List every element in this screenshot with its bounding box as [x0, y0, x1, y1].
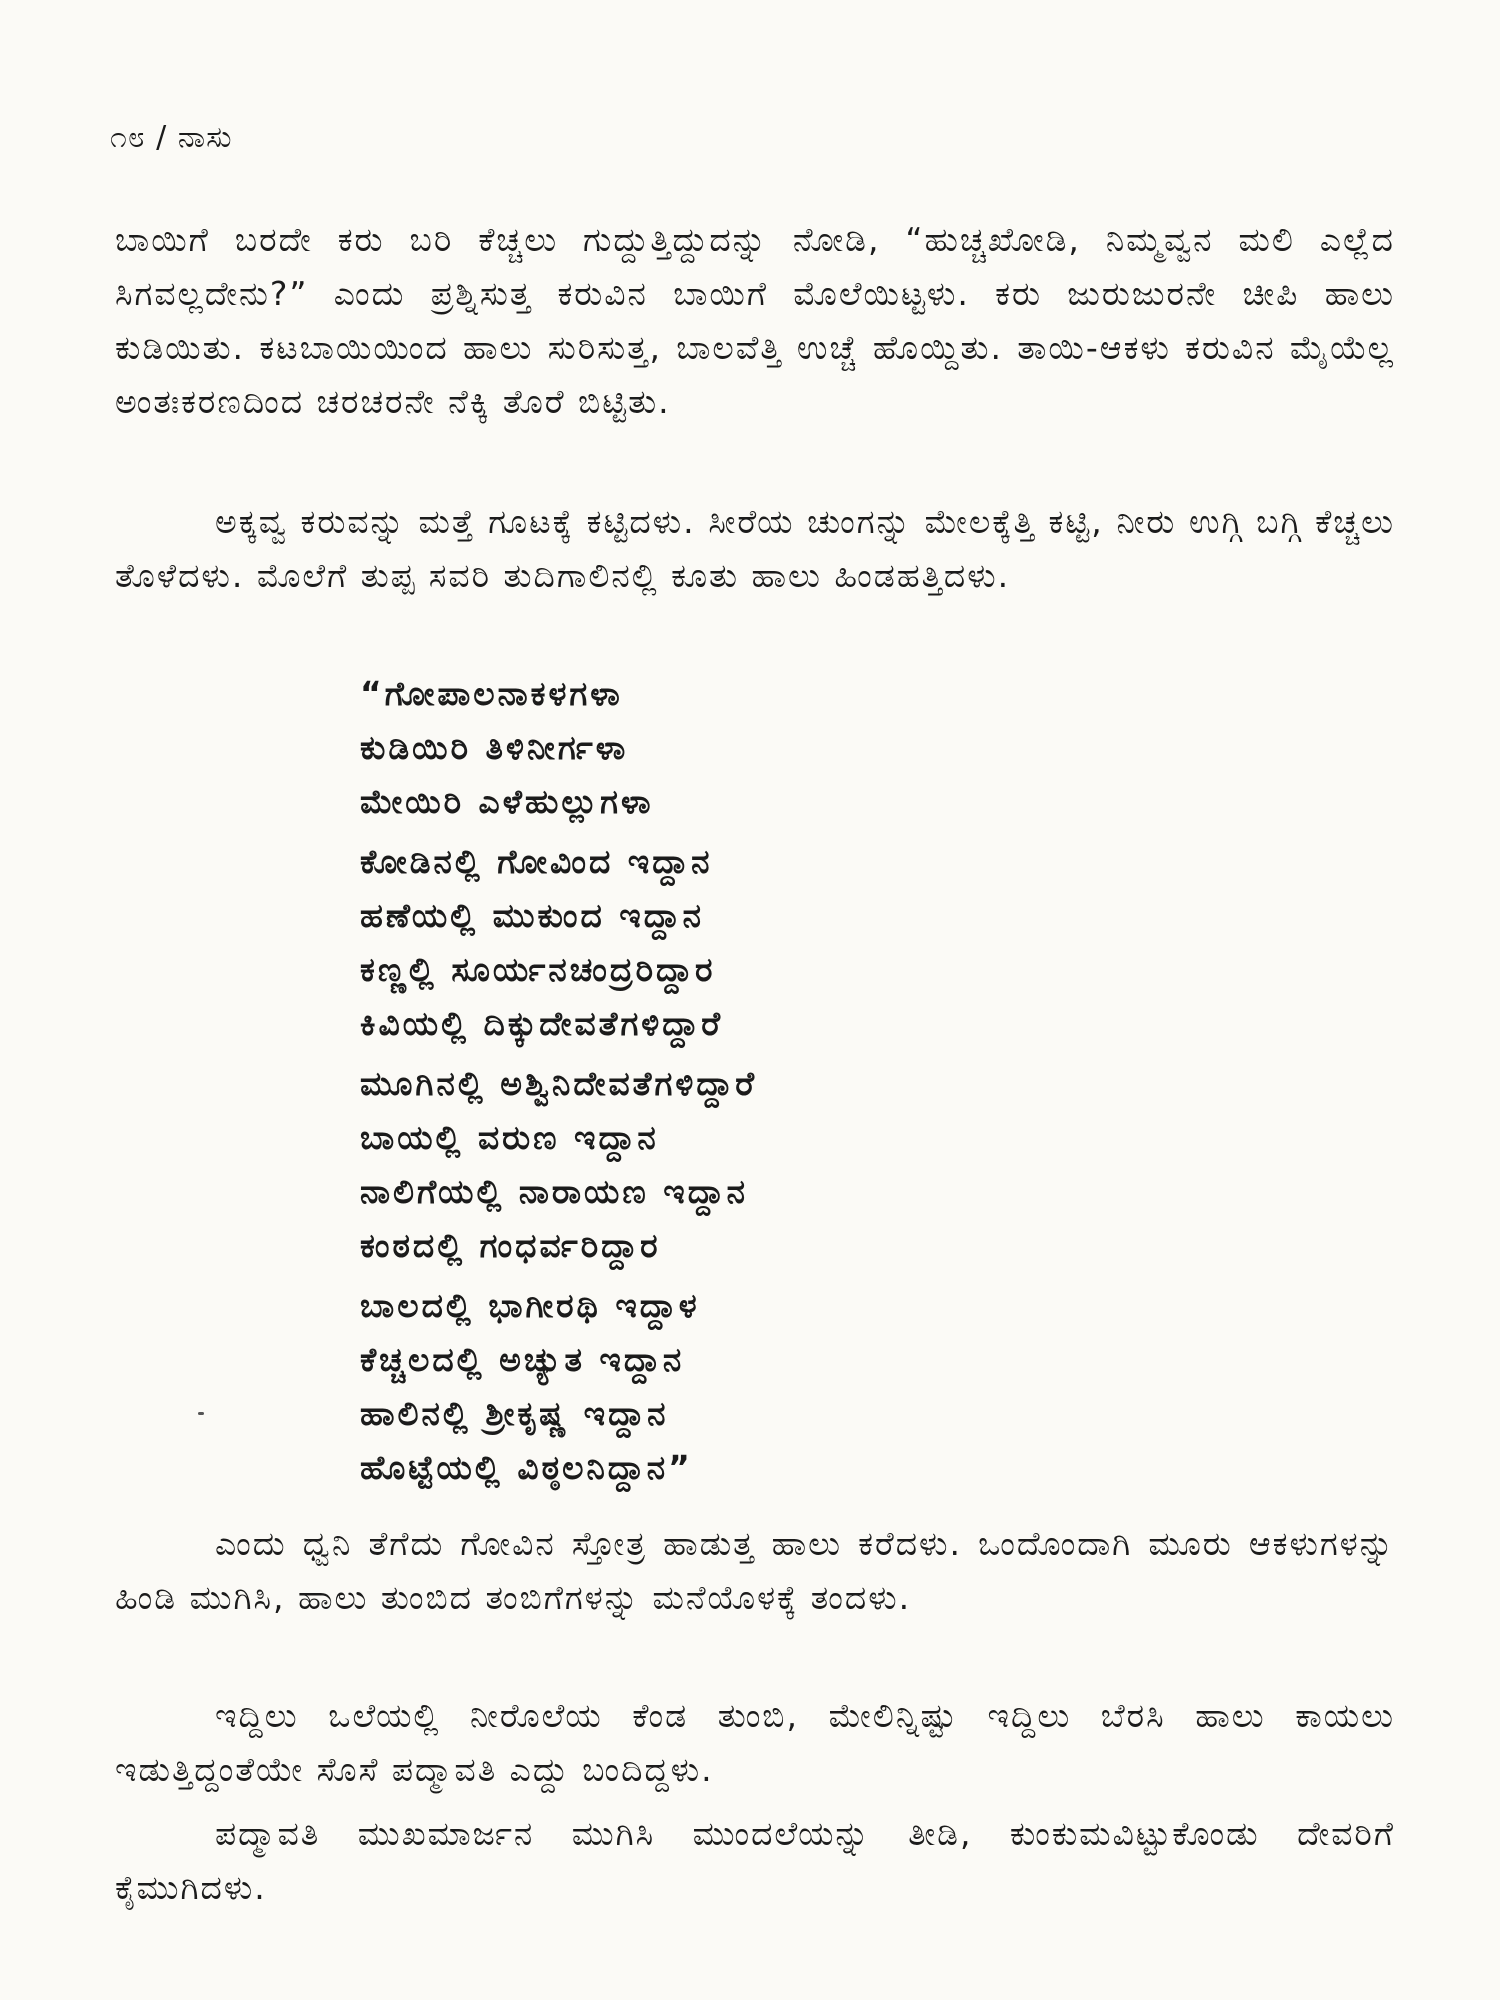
- poem-line: ಹೊಟ್ಟೆಯಲ್ಲಿ ವಿಠ್ಠಲನಿದ್ದಾನ”: [360, 1448, 693, 1487]
- poem-line: ಮೂಗಿನಲ್ಲಿ ಅಶ್ವಿನಿದೇವತೆಗಳಿದ್ದಾರೆ: [360, 1064, 758, 1103]
- paragraph-boiling-milk: ಇದ್ದಿಲು ಒಲೆಯಲ್ಲಿ ನೀರೊಲೆಯ ಕೆಂಡ ತುಂಬಿ, ಮೇಲಿನ್ನಿಷ್ಟು ಇದ್ದಿಲು ಬೆರಸಿ ಹಾಲು ಕಾಯಲು ಇಡುತ್ತಿದ್ದಂತೆಯೇ ಸೊಸೆ ಪದ್ಮಾವತಿ ಎದ್ದು ಬಂದಿದ್ದಳು.: [115, 1696, 1395, 1789]
- paragraph-padmavati-prayer: ಪದ್ಮಾವತಿ ಮುಖಮಾರ್ಜನ ಮುಗಿಸಿ ಮುಂದಲೆಯನ್ನು ತೀಡಿ, ಕುಂಕುಮವಿಟ್ಟುಕೊಂಡು ದೇವರಿಗೆ ಕೈಮುಗಿದಳು.: [115, 1814, 1395, 1907]
- header-separator: /: [156, 120, 168, 155]
- poem-line: ಬಾಯಲ್ಲಿ ವರುಣ ಇದ್ದಾನ: [360, 1118, 659, 1157]
- paragraph-akkavva-milking: ಅಕ್ಕವ್ವ ಕರುವನ್ನು ಮತ್ತೆ ಗೂಟಕ್ಕೆ ಕಟ್ಟಿದಳು. ಸೀರೆಯ ಚುಂಗನ್ನು ಮೇಲಕ್ಕೆತ್ತಿ ಕಟ್ಟಿ, ನೀರು ಉಗ್ಗಿ ಬಗ್ಗಿ ಕೆಚ್ಚಲು ತೊಳೆದಳು. ಮೊಲೆಗೆ ತುಪ್ಪ ಸವರಿ ತುದಿಗಾಲಿನಲ್ಲಿ ಕೂತು ಹಾಲು ಹಿಂಡಹತ್ತಿದಳು.: [115, 502, 1395, 595]
- poem-stanza: [360, 667, 757, 829]
- page-number: ೧೮: [110, 120, 146, 155]
- poem-stanza: [360, 1279, 757, 1495]
- paragraph-milking-done: ಎಂದು ಧ್ವನಿ ತೆಗೆದು ಗೋವಿನ ಸ್ತೋತ್ರ ಹಾಡುತ್ತ ಹಾಲು ಕರೆದಳು. ಒಂದೊಂದಾಗಿ ಮೂರು ಆಕಳುಗಳನ್ನು ಹಿಂಡಿ ಮುಗಿಸಿ, ಹಾಲು ತುಂಬಿದ ತಂಬಿಗೆಗಳನ್ನು ಮನೆಯೊಳಕ್ಕೆ ತಂದಳು.: [115, 1524, 1395, 1617]
- cow-hymn-poem: [360, 667, 757, 1501]
- poem-line: “ಗೋಪಾಲನಾಕಳಗಳಾ: [360, 674, 623, 713]
- poem-line: ಕಣ್ಣಲ್ಲಿ ಸೂರ್ಯನಚಂದ್ರರಿದ್ದಾರ: [360, 950, 716, 989]
- running-head-author: ನಾಸು: [177, 120, 233, 155]
- page-header: [110, 118, 233, 158]
- poem-line: ಕಿವಿಯಲ್ಲಿ ದಿಕ್ಕುದೇವತೆಗಳಿದ್ದಾರೆ: [360, 1004, 724, 1043]
- ink-speck: [198, 1412, 204, 1415]
- poem-line: ಕೋಡಿನಲ್ಲಿ ಗೋವಿಂದ ಇದ್ದಾನ: [360, 842, 713, 881]
- poem-stanza: [360, 835, 757, 1051]
- poem-line: ಹಣೆಯಲ್ಲಿ ಮುಕುಂದ ಇದ್ದಾನ: [360, 896, 705, 935]
- poem-line: ಕೆಚ್ಚಲದಲ್ಲಿ ಅಚ್ಯುತ ಇದ್ದಾನ: [360, 1340, 685, 1379]
- poem-line: ನಾಲಿಗೆಯಲ್ಲಿ ನಾರಾಯಣ ಇದ್ದಾನ: [360, 1172, 749, 1211]
- paragraph-calf-feeding: ಬಾಯಿಗೆ ಬರದೇ ಕರು ಬರಿ ಕೆಚ್ಚಲು ಗುದ್ದುತ್ತಿದ್ದುದನ್ನು ನೋಡಿ, “ಹುಚ್ಚಖೋಡಿ, ನಿಮ್ಮವ್ವನ ಮಲಿ ಎಲ್ಲೆದ ಸಿಗವಲ್ಲದೇನು?” ಎಂದು ಪ್ರಶ್ನಿಸುತ್ತ ಕರುವಿನ ಬಾಯಿಗೆ ಮೊಲೆಯಿಟ್ಟಳು. ಕರು ಜುರುಜುರನೇ ಚೀಪಿ ಹಾಲು ಕುಡಿಯಿತು. ಕಟಬಾಯಿಯಿಂದ ಹಾಲು ಸುರಿಸುತ್ತ, ಬಾಲವೆತ್ತಿ ಉಚ್ಚೆ ಹೊಯ್ದಿತು. ತಾಯಿ-ಆಕಳು ಕರುವಿನ ಮೈಯೆಲ್ಲ ಅಂತಃಕರಣದಿಂದ ಚರಚರನೇ ನೆಕ್ಕಿ ತೊರೆ ಬಿಟ್ಟಿತು.: [115, 220, 1395, 421]
- poem-line: ಕಂಠದಲ್ಲಿ ಗಂಧರ್ವರಿದ್ದಾರ: [360, 1226, 661, 1265]
- poem-line: ಮೇಯಿರಿ ಎಳೆಹುಲ್ಲುಗಳಾ: [360, 782, 654, 821]
- poem-line: ಕುಡಿಯಿರಿ ತಿಳಿನೀರ್ಗಳಾ: [360, 728, 629, 767]
- poem-stanza: [360, 1057, 757, 1273]
- poem-line: ಬಾಲದಲ್ಲಿ ಭಾಗೀರಥಿ ಇದ್ದಾಳ: [360, 1286, 700, 1325]
- poem-line: ಹಾಲಿನಲ್ಲಿ ಶ್ರೀಕೃಷ್ಣ ಇದ್ದಾನ: [360, 1394, 669, 1433]
